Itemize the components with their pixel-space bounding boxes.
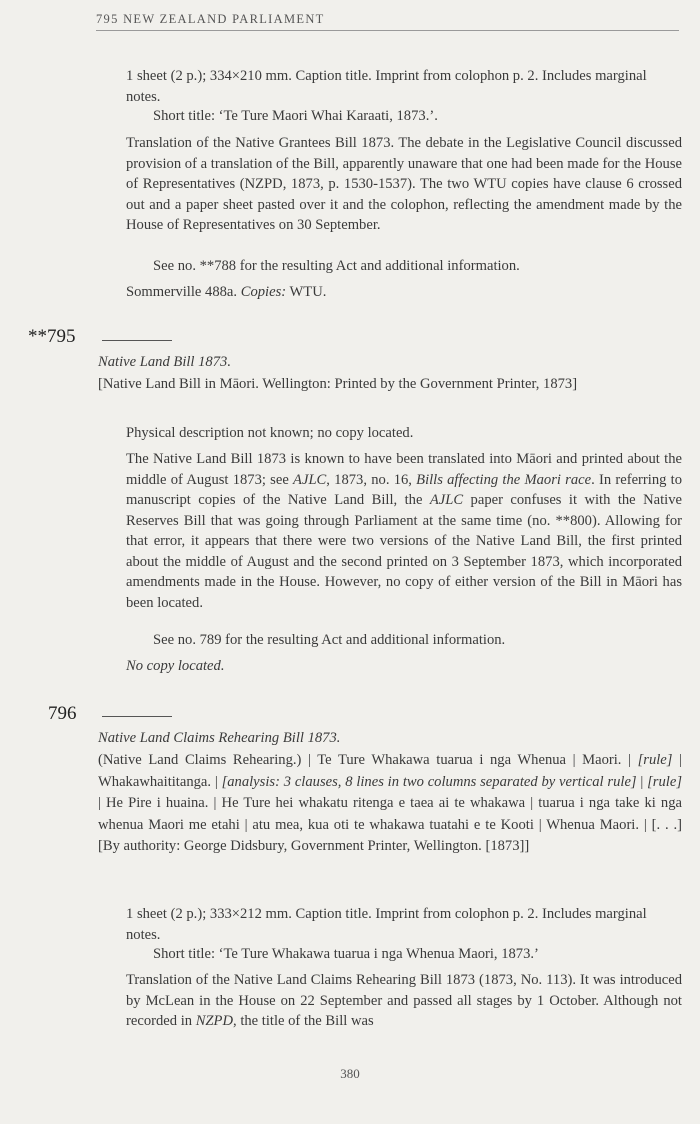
entry-note: Translation of the Native Grantees Bill 1873. The debate in the Legislative Council discussed provision of a translation of the Bill, apparently unaware that one had been made for the House of Representatives (NZPD, 1873, p. 1530-1537). The two WTU copies have clause 6 crossed out and a paper sheet pasted over it and the colophon, reflecting the amendment made by the House of Representatives on 30 September.: [126, 135, 682, 233]
running-head: 795 NEW ZEALAND PARLIAMENT: [96, 12, 679, 31]
entry-imprint: [Native Land Bill in Māori. Wellington: Printed by the Government Printer, 1873]: [98, 376, 578, 392]
short-title: Short title: ‘Te Ture Whakawa tuarua i nga Whenua Maori, 1873.’: [153, 946, 539, 962]
entry-transcription: (Native Land Claims Rehearing.) | Te Ture Whakawa tuarua i nga Whenua | Maori. | [rule] | Whakawhaititanga. | [analysis: 3 clauses, 8 lines in two columns separated by vertical rule] | [rule] | He Pire i huaina. | He Ture hei whakatu ritenga e taea ai te whakawa | tuarua i nga take ki nga whenua Maori me etahi | atu mea, kua oti te whakawa tuatahi e te Kooti | Whenua Maori. | [. . .] [By authority: George Didsbury, Government Printer, Wellington. [1873]]: [98, 752, 682, 854]
entry-number: **795: [28, 326, 76, 347]
no-copy-note: No copy located.: [126, 658, 225, 674]
physical-description: 1 sheet (2 p.); 333×212 mm. Caption title. Imprint from colophon p. 2. Includes marginal notes.: [126, 906, 647, 943]
physical-description: Physical description not known; no copy located.: [126, 425, 414, 441]
physical-description: 1 sheet (2 p.); 334×210 mm. Caption title. Imprint from colophon p. 2. Includes marginal notes.: [126, 68, 647, 105]
short-title: Short title: ‘Te Ture Maori Whai Karaati, 1873.’.: [153, 108, 438, 124]
entry-note: Translation of the Native Land Claims Rehearing Bill 1873 (1873, No. 113). It was introduced by McLean in the House on 22 September and passed all stages by 1 October. Although not recorded in NZPD, the title of the Bill was: [126, 972, 682, 1029]
entry-title: Native Land Claims Rehearing Bill 1873.: [98, 730, 341, 746]
entry-number: 796: [48, 703, 77, 724]
see-reference: See no. 789 for the resulting Act and additional information.: [153, 632, 506, 648]
entry-title: Native Land Bill 1873.: [98, 354, 231, 370]
entry-rule: [102, 340, 172, 341]
entry-rule: [102, 716, 172, 717]
see-reference: See no. **788 for the resulting Act and additional information.: [153, 258, 520, 274]
copies-line: Sommerville 488a. Copies: WTU.: [126, 284, 327, 300]
page-number: 380: [340, 1066, 360, 1081]
entry-note: The Native Land Bill 1873 is known to have been translated into Māori and printed about the middle of August 1873; see AJLC, 1873, no. 16, Bills affecting the Maori race. In referring to manuscript copies of the Native Land Bill, the AJLC paper confuses it with the Native Reserves Bill that was going through Parliament at the same time (no. **800). Allowing for that error, it appears that there were two versions of the Native Land Bill, the first printed about the middle of August and the second printed on 3 September 1873, which incorporated amendments made in the House. However, no copy of either version of the Bill in Māori has been located.: [126, 451, 682, 611]
